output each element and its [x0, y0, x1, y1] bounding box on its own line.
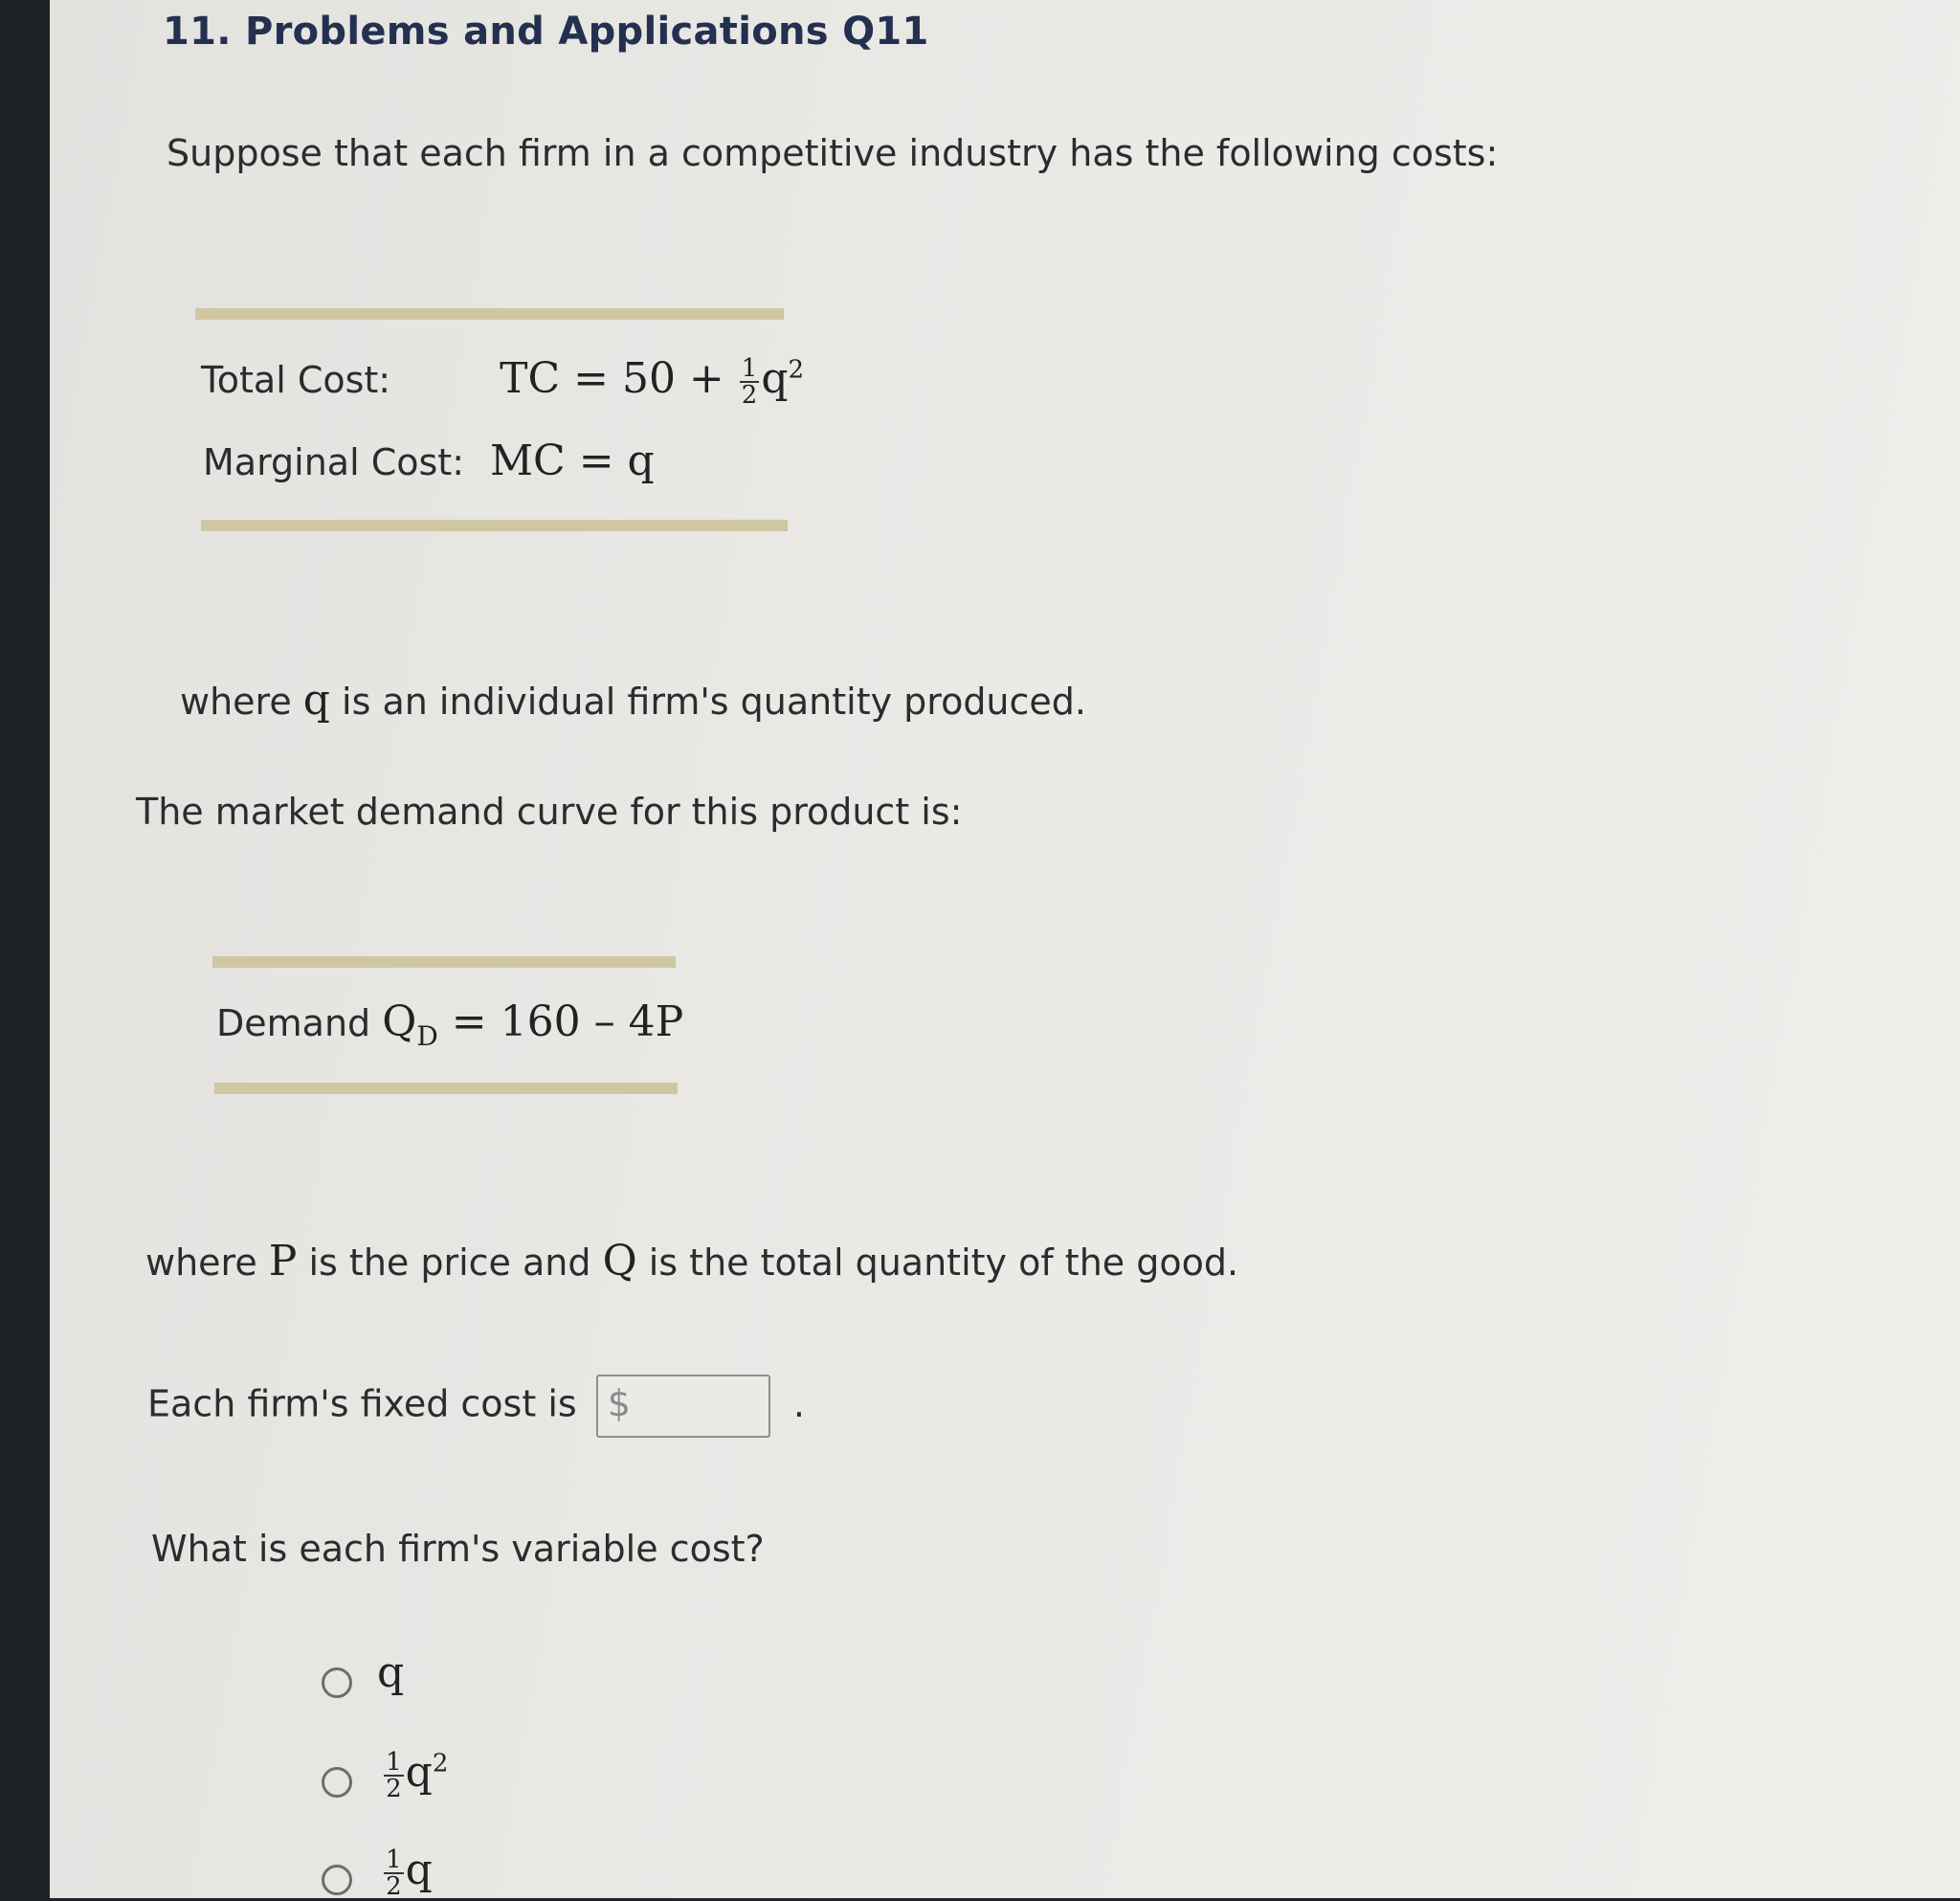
option-half-q-squared-label: [382, 1747, 449, 1803]
demand-eq: = 160 – 4P: [437, 997, 684, 1046]
option-2-numerator: 1: [386, 1747, 402, 1777]
cost-bottom-rule: [201, 520, 788, 531]
where-q-pre: where: [180, 681, 303, 723]
where-p-var2: Q: [602, 1237, 637, 1286]
option-2-fraction: [384, 1747, 404, 1803]
option-2-denominator: 2: [386, 1774, 402, 1803]
currency-symbol: $: [607, 1382, 631, 1424]
demand-row: [216, 997, 683, 1052]
option-2-var: q: [405, 1748, 433, 1797]
radio-option-q[interactable]: [322, 1667, 352, 1698]
fixed-cost-period: .: [792, 1382, 805, 1425]
option-half-q[interactable]: [322, 1845, 433, 1899]
total-cost-formula: [500, 353, 805, 410]
frac-denominator: 2: [741, 380, 758, 410]
option-3-var: q: [405, 1845, 433, 1894]
demand-top-rule: [212, 956, 676, 968]
option-half-q-squared[interactable]: [322, 1748, 448, 1801]
marginal-cost-label: Marginal Cost:: [203, 441, 464, 483]
total-cost-row: [201, 354, 804, 408]
option-3-denominator: 2: [386, 1871, 402, 1901]
total-cost-label: Total Cost:: [201, 359, 391, 401]
total-cost-eq-left: TC = 50 +: [500, 354, 724, 403]
demand-label: Demand: [216, 1002, 371, 1044]
demand-subscript: D: [416, 1019, 438, 1052]
option-3-fraction: [384, 1847, 404, 1899]
demand-q: Q: [382, 997, 417, 1046]
where-q-text: [180, 676, 1086, 725]
radio-option-half-q-squared[interactable]: [322, 1767, 352, 1798]
where-p-mid: is the price and: [297, 1241, 603, 1284]
radio-option-half-q[interactable]: [322, 1865, 352, 1895]
option-2-exponent: 2: [432, 1749, 449, 1778]
marginal-cost-formula: MC = q: [490, 436, 655, 485]
variable-cost-question: What is each firm's variable cost?: [151, 1528, 765, 1570]
option-q-label: q: [377, 1648, 405, 1697]
where-q-post: is an individual firm's quantity produced.: [329, 681, 1086, 723]
where-p-text: [145, 1237, 1238, 1286]
total-cost-var: q: [761, 354, 789, 403]
fixed-cost-label: Each firm's fixed cost is: [147, 1382, 577, 1425]
demand-formula: [382, 997, 684, 1052]
marginal-cost-row: [203, 436, 655, 485]
total-cost-fraction: [740, 353, 760, 410]
demand-bottom-rule: [214, 1083, 678, 1094]
question-page: [50, 0, 1960, 1901]
where-p-post: is the total quantity of the good.: [636, 1241, 1239, 1284]
where-p-pre: where: [145, 1241, 269, 1284]
demand-intro-text: The market demand curve for this product is:: [136, 791, 963, 833]
option-3-numerator: 1: [386, 1845, 402, 1874]
where-p-var1: P: [268, 1237, 298, 1286]
cost-top-rule: [195, 308, 784, 320]
frac-numerator: 1: [741, 353, 758, 383]
where-q-var: q: [302, 676, 330, 725]
option-half-q-label: [382, 1845, 433, 1901]
total-cost-exponent: 2: [788, 355, 805, 385]
option-q[interactable]: [322, 1648, 404, 1698]
intro-text: Suppose that each firm in a competitive industry has the following costs:: [167, 132, 1499, 174]
question-title: 11. Problems and Applications Q11: [163, 10, 929, 54]
fixed-cost-row: [147, 1375, 805, 1438]
fixed-cost-input[interactable]: [596, 1375, 770, 1438]
